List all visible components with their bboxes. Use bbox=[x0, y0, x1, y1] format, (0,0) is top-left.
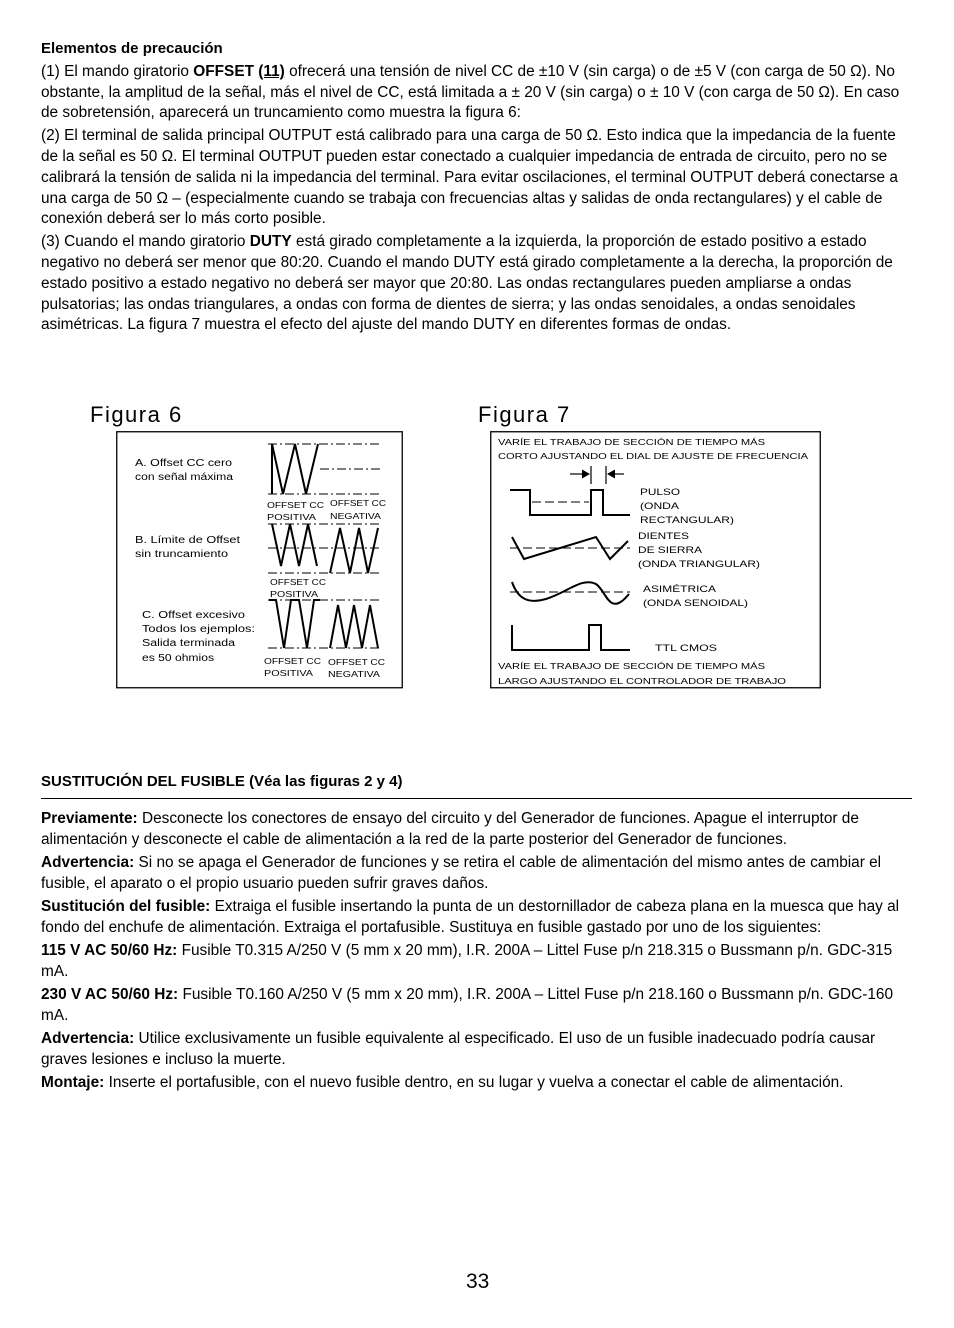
fig7-arrow-right-head bbox=[582, 470, 590, 479]
previamente-label: Previamente: bbox=[41, 810, 138, 827]
fuse-heading: SUSTITUCIÓN DEL FUSIBLE (Véa las figuras 2 y 4) bbox=[41, 771, 912, 799]
v230-text: Fusible T0.160 A/250 V (5 mm x 20 mm), I.R. 200A – Littel Fuse p/n 218.160 o Bussmann p/n. GDC-160 mA. bbox=[41, 986, 894, 1024]
p1-reference: (11) bbox=[258, 62, 285, 80]
fuse-sustitucion bbox=[41, 896, 912, 938]
p3-duty-keyword: DUTY bbox=[249, 233, 292, 251]
fig7-arrow-left-head bbox=[607, 470, 615, 479]
fig6-c-positive-label-line2: POSITIVA bbox=[264, 668, 314, 678]
fig6-b-positive-label-line1: OFFSET CC bbox=[270, 577, 326, 587]
p1-prefix: (1) El mando giratorio bbox=[41, 62, 189, 80]
fig6-a-negative-label-line2: NEGATIVA bbox=[330, 511, 382, 521]
fig7-bottom-caption-line1: VARÍE EL TRABAJO DE SECCIÓN DE TIEMPO MÁS bbox=[498, 661, 766, 671]
fig7-sine-label-line1: ASIMÉTRICA bbox=[643, 584, 716, 594]
fig6-label-a-line2: con señal máxima bbox=[135, 472, 234, 483]
p1-rest: ofrecerá una tensión de nivel CC de ±10 V (sin carga) o de ±5 V (con carga de 50 Ω). No obstante, la amplitud de la señal, más el nivel de CC, está limitada a ± 20 V (sin carga) o ± 10 V (con carga de 50 Ω). En caso de sobretensión, aparecerá un truncamiento como muestra la figura 6: bbox=[41, 62, 900, 122]
fig7-ttl-label: TTL CMOS bbox=[655, 643, 717, 653]
fig7-pulse-waveform bbox=[510, 490, 630, 515]
figure-7-diagram bbox=[490, 431, 822, 689]
advertencia-1-label: Advertencia: bbox=[41, 854, 135, 871]
fig6-label-c-line1: C. Offset excesivo bbox=[142, 610, 246, 621]
fuse-section bbox=[41, 771, 912, 1095]
fig6-label-a-line1: A. Offset CC cero bbox=[135, 458, 233, 469]
fig6-label-b-line2: sin truncamiento bbox=[135, 549, 229, 560]
v115-label: 115 V AC 50/60 Hz: bbox=[41, 942, 178, 959]
fig7-sawtooth-label-line2: DE SIERRA bbox=[638, 545, 702, 555]
fig6-a-negative-label-line1: OFFSET CC bbox=[330, 498, 386, 508]
v230-label: 230 V AC 50/60 Hz: bbox=[41, 986, 179, 1003]
fig7-top-caption-line2: CORTO AJUSTANDO EL DIAL DE AJUSTE DE FRECUENCIA bbox=[498, 451, 809, 461]
precautions-section bbox=[41, 39, 912, 338]
fuse-advertencia-2 bbox=[41, 1028, 912, 1070]
fig7-sawtooth-label-line3: (ONDA TRIANGULAR) bbox=[638, 559, 760, 569]
p3-rest: está girado completamente a la izquierda, la proporción de estado positivo a estado negativo no deberá ser menor que 80:20. Cuando el mando DUTY está girado completamente a la derecha, la proporción de estado positivo a estado negativo no deberá ser mayor que 20:80. Las ondas rectangulares pueden ampliarse a ondas pulsatorias; las ondas triangulares, a ondas con forma de dientes de sierra; y las ondas senoidales, a ondas senoidales asimétricas. La figura 7 muestra el efecto del ajuste del mando DUTY en diferentes formas de ondas. bbox=[41, 233, 893, 334]
fig6-label-b-line1: B. Límite de Offset bbox=[135, 535, 241, 546]
fig6-c-positive-waveform bbox=[269, 600, 320, 648]
fig7-pulse-label-line2: (ONDA bbox=[640, 501, 679, 511]
p1-offset-keyword: OFFSET bbox=[193, 62, 254, 80]
previamente-text: Desconecte los conectores de ensayo del circuito y del Generador de funciones. Apague el interruptor de alimentación y desconecte el cable de alimentación a la red de la parte posterior del Generador de funciones. bbox=[41, 810, 859, 848]
fig6-label-c-line4: es 50 ohmios bbox=[142, 653, 214, 664]
figure-6-title: Figura 6 bbox=[90, 402, 183, 427]
montaje-label: Montaje: bbox=[41, 1074, 105, 1091]
fuse-115v bbox=[41, 940, 912, 982]
fig7-pulse-label-line3: RECTANGULAR) bbox=[640, 515, 734, 525]
fig7-ttl-waveform bbox=[512, 625, 630, 650]
fig6-c-positive-label-line1: OFFSET CC bbox=[264, 656, 321, 666]
fig7-bottom-caption-line2: LARGO AJUSTANDO EL CONTROLADOR DE TRABAJO bbox=[498, 676, 787, 686]
figure-6-diagram bbox=[116, 431, 404, 689]
fig6-b-negative-waveform bbox=[330, 528, 378, 573]
fig6-a-waveform bbox=[272, 444, 318, 494]
fuse-advertencia-1 bbox=[41, 852, 912, 894]
p3-prefix: (3) Cuando el mando giratorio bbox=[41, 233, 246, 251]
montaje-text: Inserte el portafusible, con el nuevo fusible dentro, en su lugar y vuelva a conectar el cable de alimentación. bbox=[108, 1074, 844, 1091]
fuse-previamente bbox=[41, 808, 912, 850]
fig6-a-positive-label-line2: POSITIVA bbox=[267, 512, 317, 522]
sustitucion-text: Extraiga el fusible insertando la punta de un destornillador de cabeza plana en la muesca que hay al fondo del enchufe de alimentación. Extraiga el portafusible. Sustituya en fusible gastado por uno de los siguientes: bbox=[41, 898, 900, 936]
fig7-top-caption-line1: VARÍE EL TRABAJO DE SECCIÓN DE TIEMPO MÁS bbox=[498, 437, 766, 447]
fig6-label-c-line3: Salida terminada bbox=[142, 638, 236, 649]
fig6-a-positive-label-line1: OFFSET CC bbox=[267, 500, 324, 510]
fig7-asymmetric-sine-waveform bbox=[512, 582, 629, 604]
fig6-b-positive-waveform bbox=[272, 524, 317, 566]
fig6-label-c-line2: Todos los ejemplos: bbox=[142, 624, 255, 635]
fig6-c-negative-waveform bbox=[330, 605, 378, 648]
fig7-sawtooth-label-line1: DIENTES bbox=[638, 531, 689, 541]
fuse-montaje bbox=[41, 1072, 912, 1093]
advertencia-2-text: Utilice exclusivamente un fusible equivalente al especificado. El uso de un fusible inadecuado podría causar graves lesiones e incluso la muerte. bbox=[41, 1030, 876, 1068]
fig7-sine-label-line2: (ONDA SENOIDAL) bbox=[643, 598, 749, 608]
fuse-230v bbox=[41, 984, 912, 1026]
advertencia-2-label: Advertencia: bbox=[41, 1030, 135, 1047]
page-number: 33 bbox=[466, 1270, 490, 1293]
precautions-heading: Elementos de precaución bbox=[41, 40, 223, 57]
fig6-c-negative-label-line2: NEGATIVA bbox=[328, 669, 381, 679]
precaution-paragraph-3 bbox=[41, 232, 912, 336]
fig6-c-negative-label-line1: OFFSET CC bbox=[328, 657, 385, 667]
precaution-paragraph-2: (2) El terminal de salida principal OUTPUT está calibrado para una carga de 50 Ω. Esto indica que la impedancia de la fuente de la señal es 50 Ω. El terminal OUTPUT pueden estar conectado a cualquier impedancia de entrada de circuito, pero no se calibrará la tensión de salida ni la impedancia del terminal. Para evitar oscilaciones, el terminal OUTPUT deberá conectarse a una carga de 50 Ω – (especialmente cuando se trabaja con frecuencias altas y salidas de onda rectangulares) y el cable de conexión deberá ser lo más corto posible. bbox=[41, 127, 898, 228]
fig7-pulse-label-line1: PULSO bbox=[640, 487, 680, 497]
figure-7-title: Figura 7 bbox=[478, 402, 571, 427]
fig6-b-positive-label-line2: POSITIVA bbox=[270, 589, 319, 599]
v115-text: Fusible T0.315 A/250 V (5 mm x 20 mm), I.R. 200A – Littel Fuse p/n 218.315 o Bussmann p/n. GDC-315 mA. bbox=[41, 942, 893, 980]
advertencia-1-text: Si no se apaga el Generador de funciones y se retira el cable de alimentación del mismo antes de cambiar el fusible, el aparato o el propio usuario pueden sufrir graves daños. bbox=[41, 854, 882, 892]
sustitucion-label: Sustitución del fusible: bbox=[41, 898, 211, 915]
precaution-paragraph-1 bbox=[41, 62, 912, 124]
